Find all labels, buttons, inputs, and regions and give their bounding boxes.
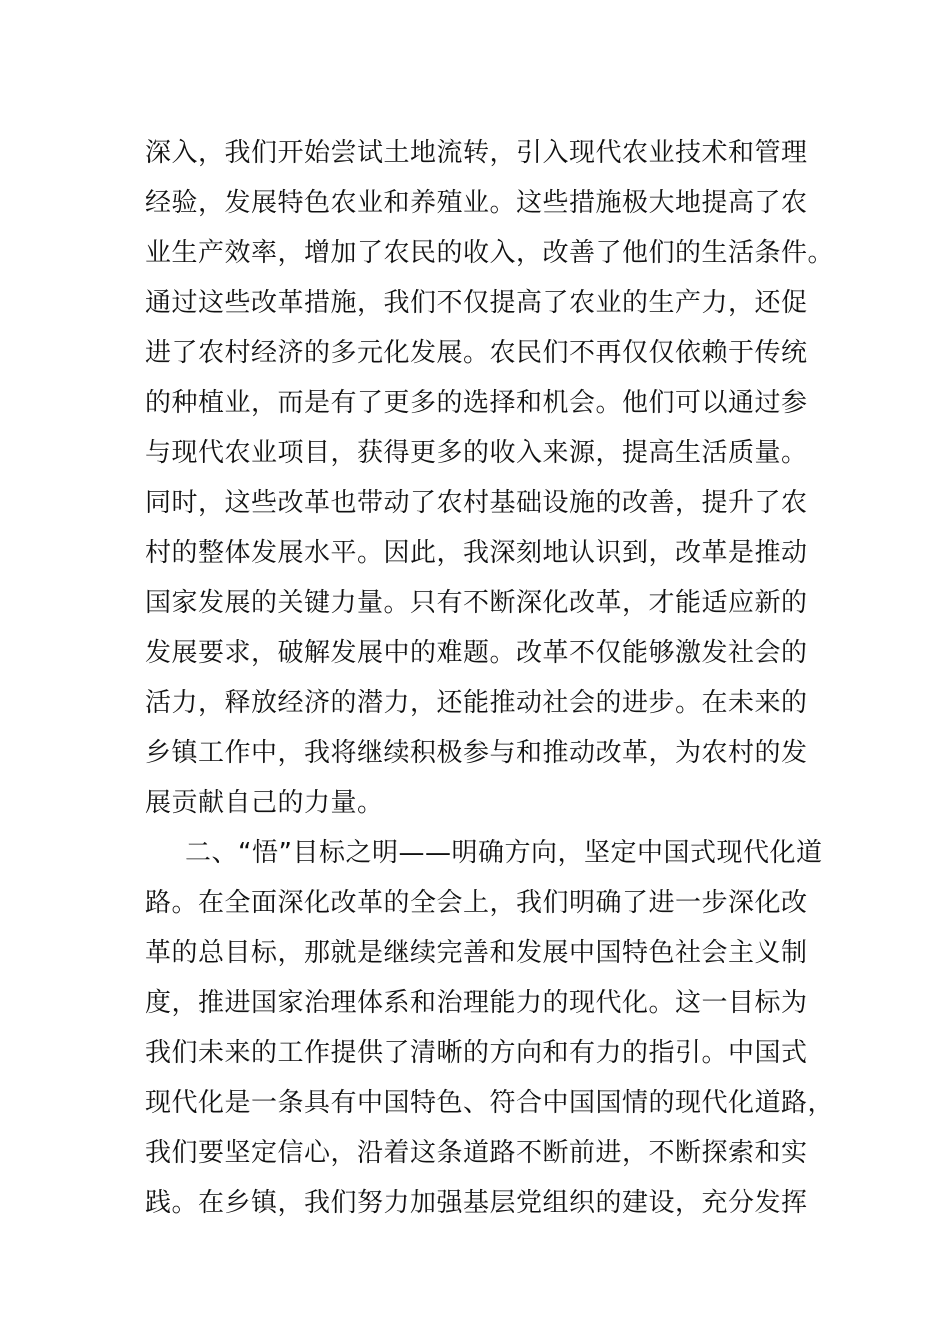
text-line: 我们要坚定信心，沿着这条道路不断前进，不断探索和实 bbox=[145, 1138, 808, 1168]
text-line: 业生产效率，增加了农民的收入，改善了他们的生活条件。 bbox=[145, 238, 835, 268]
text-line: 度，推进国家治理体系和治理能力的现代化。这一目标为 bbox=[145, 988, 808, 1018]
text-line: 村的整体发展水平。因此，我深刻地认识到，改革是推动 bbox=[145, 538, 808, 568]
text-line: 革的总目标，那就是继续完善和发展中国特色社会主义制 bbox=[145, 938, 808, 968]
text-line: 发展要求，破解发展中的难题。改革不仅能够激发社会的 bbox=[145, 638, 808, 668]
body-text bbox=[145, 128, 835, 1228]
text-line: 践。在乡镇，我们努力加强基层党组织的建设，充分发挥 bbox=[145, 1188, 808, 1218]
text-line: 乡镇工作中，我将继续积极参与和推动改革，为农村的发 bbox=[145, 738, 808, 768]
text-line: 经验，发展特色农业和养殖业。这些措施极大地提高了农 bbox=[145, 188, 808, 218]
text-line: 进了农村经济的多元化发展。农民们不再仅仅依赖于传统 bbox=[145, 338, 808, 368]
section-heading-line: 二、“悟”目标之明——明确方向，坚定中国式现代化道 bbox=[185, 838, 823, 868]
text-line: 深入，我们开始尝试土地流转，引入现代农业技术和管理 bbox=[145, 138, 808, 168]
text-line: 的种植业，而是有了更多的选择和机会。他们可以通过参 bbox=[145, 388, 808, 418]
text-line: 通过这些改革措施，我们不仅提高了农业的生产力，还促 bbox=[145, 288, 808, 318]
text-line: 与现代农业项目，获得更多的收入来源，提高生活质量。 bbox=[145, 438, 808, 468]
text-line: 国家发展的关键力量。只有不断深化改革，才能适应新的 bbox=[145, 588, 808, 618]
text-line: 同时，这些改革也带动了农村基础设施的改善，提升了农 bbox=[145, 488, 808, 518]
text-line: 现代化是一条具有中国特色、符合中国国情的现代化道路， bbox=[145, 1088, 835, 1118]
text-line: 展贡献自己的力量。 bbox=[145, 788, 384, 818]
text-line: 路。在全面深化改革的全会上，我们明确了进一步深化改 bbox=[145, 888, 808, 918]
text-line: 活力，释放经济的潜力，还能推动社会的进步。在未来的 bbox=[145, 688, 808, 718]
text-line: 我们未来的工作提供了清晰的方向和有力的指引。中国式 bbox=[145, 1038, 808, 1068]
